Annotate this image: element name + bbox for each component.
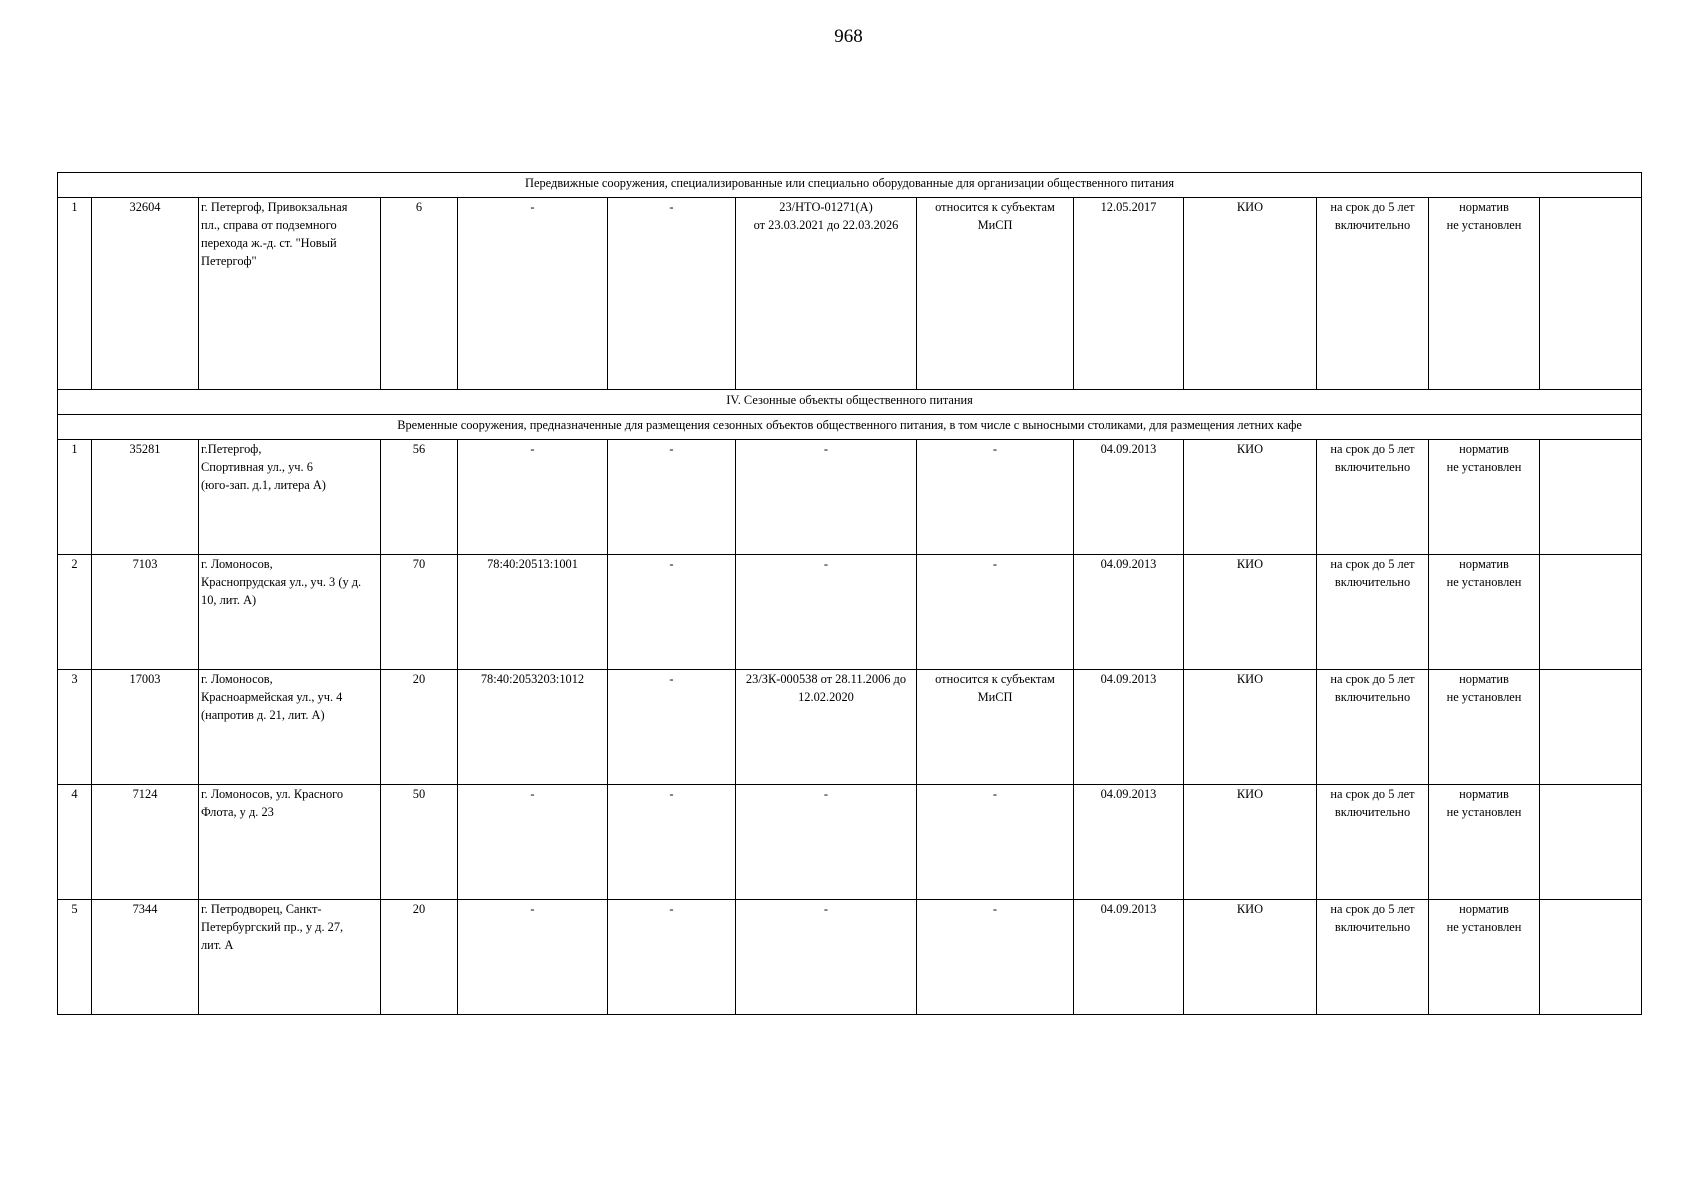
- term-cell: [1317, 555, 1429, 670]
- cell-text-line: Флота, у д. 23: [201, 804, 274, 819]
- cell-text-line: включительно: [1334, 459, 1411, 474]
- area-cell: 20: [381, 900, 458, 1015]
- term-cell: [1317, 198, 1429, 390]
- contract-cell: [736, 670, 917, 785]
- cell-text-line: г. Ломоносов,: [201, 557, 273, 571]
- table-row: [58, 555, 1642, 670]
- address-cell: [199, 670, 381, 785]
- cell-text-line: на срок до 5 лет: [1330, 557, 1415, 571]
- organization-cell: КИО: [1184, 555, 1317, 670]
- inclusion-date-cell: 04.09.2013: [1074, 555, 1184, 670]
- cell-text-line: норматив: [1459, 902, 1509, 916]
- cell-text-line: не установлен: [1446, 459, 1522, 474]
- cell-text-line: г. Петродворец, Санкт-: [201, 902, 322, 916]
- extra-cell: [1540, 440, 1642, 555]
- cell-text-line: от 23.03.2021 до 22.03.2026: [753, 217, 899, 232]
- cell-text-line: МиСП: [977, 689, 1013, 704]
- inclusion-date-cell: 04.09.2013: [1074, 785, 1184, 900]
- object-id-cell: 17003: [92, 670, 199, 785]
- cell-text-line: не установлен: [1446, 689, 1522, 704]
- cell-text-line: норматив: [1459, 557, 1509, 571]
- address-cell: [199, 555, 381, 670]
- inclusion-date-cell: 04.09.2013: [1074, 900, 1184, 1015]
- organization-cell: КИО: [1184, 198, 1317, 390]
- table-row: [58, 670, 1642, 785]
- cell-text-line: -: [823, 442, 829, 456]
- cell-text-line: г.Петергоф,: [201, 442, 262, 456]
- address-cell: [199, 198, 381, 390]
- area-cell: 50: [381, 785, 458, 900]
- cell-text-line: -: [823, 557, 829, 571]
- cell-text-line: г. Петергоф, Привокзальная: [201, 200, 348, 214]
- objects-table: [57, 172, 1642, 1015]
- cell-text-line: включительно: [1334, 804, 1411, 819]
- cell-text-line: не установлен: [1446, 217, 1522, 232]
- column-6-cell: -: [608, 555, 736, 670]
- row-number-cell: 5: [58, 900, 92, 1015]
- cadastral-number-cell: -: [458, 900, 608, 1015]
- object-id-cell: 32604: [92, 198, 199, 390]
- contract-cell: [736, 198, 917, 390]
- inclusion-date-cell: 12.05.2017: [1074, 198, 1184, 390]
- cell-text-line: норматив: [1459, 672, 1509, 686]
- area-cell: 70: [381, 555, 458, 670]
- extra-cell: [1540, 900, 1642, 1015]
- contract-cell: [736, 900, 917, 1015]
- cell-text-line: -: [992, 557, 998, 571]
- cell-text-line: на срок до 5 лет: [1330, 787, 1415, 801]
- organization-cell: КИО: [1184, 670, 1317, 785]
- cell-text-line: не установлен: [1446, 804, 1522, 819]
- cell-text-line: норматив: [1459, 442, 1509, 456]
- smb-status-cell: [917, 440, 1074, 555]
- cell-text-line: лит. А: [201, 937, 234, 952]
- column-6-cell: -: [608, 785, 736, 900]
- object-id-cell: 7103: [92, 555, 199, 670]
- table-row: [58, 900, 1642, 1015]
- cell-text-line: на срок до 5 лет: [1330, 442, 1415, 456]
- norm-cell: [1429, 900, 1540, 1015]
- table-row: [58, 785, 1642, 900]
- contract-cell: [736, 785, 917, 900]
- cell-text-line: -: [992, 787, 998, 801]
- cell-text-line: включительно: [1334, 689, 1411, 704]
- cell-text-line: относится к субъектам: [935, 200, 1055, 214]
- cell-text-line: г. Ломоносов, ул. Красного: [201, 787, 344, 801]
- cell-text-line: (юго-зап. д.1, литера А): [201, 477, 326, 492]
- cadastral-number-cell: -: [458, 198, 608, 390]
- cell-text-line: 23/НТО-01271(А): [779, 200, 873, 214]
- table-body: [58, 173, 1642, 1015]
- cell-text-line: норматив: [1459, 200, 1509, 214]
- cell-text-line: 23/ЗК-000538 от 28.11.2006 до: [745, 672, 907, 686]
- cadastral-number-cell: 78:40:20513:1001: [458, 555, 608, 670]
- extra-cell: [1540, 555, 1642, 670]
- cell-text-line: 12.02.2020: [798, 689, 854, 704]
- cell-text-line: Краснопрудская ул., уч. 3 (у д.: [201, 574, 362, 589]
- cell-text-line: включительно: [1334, 919, 1411, 934]
- cell-text-line: Красноармейская ул., уч. 4: [201, 689, 343, 704]
- smb-status-cell: [917, 555, 1074, 670]
- cadastral-number-cell: 78:40:2053203:1012: [458, 670, 608, 785]
- cell-text-line: Спортивная ул., уч. 6: [201, 459, 313, 474]
- column-6-cell: -: [608, 900, 736, 1015]
- cadastral-number-cell: -: [458, 440, 608, 555]
- object-id-cell: 7344: [92, 900, 199, 1015]
- cell-text-line: не установлен: [1446, 574, 1522, 589]
- cell-text-line: -: [823, 787, 829, 801]
- cell-text-line: -: [823, 902, 829, 916]
- object-id-cell: 7124: [92, 785, 199, 900]
- area-cell: 20: [381, 670, 458, 785]
- section-header: Временные сооружения, предназначенные для размещения сезонных объектов общественного питания, в том числе с выносными столиками, для размещения летних кафе: [58, 415, 1642, 440]
- organization-cell: КИО: [1184, 900, 1317, 1015]
- cell-text-line: на срок до 5 лет: [1330, 902, 1415, 916]
- cell-text-line: Петербургский пр., у д. 27,: [201, 919, 344, 934]
- section-header: Передвижные сооружения, специализированные или специально оборудованные для организации общественного питания: [58, 173, 1642, 198]
- row-number-cell: 1: [58, 440, 92, 555]
- contract-cell: [736, 440, 917, 555]
- cell-text-line: -: [992, 902, 998, 916]
- term-cell: [1317, 785, 1429, 900]
- table-row: [58, 198, 1642, 390]
- cell-text-line: г. Ломоносов,: [201, 672, 273, 686]
- cell-text-line: -: [992, 442, 998, 456]
- cell-text-line: 10, лит. А): [201, 592, 257, 607]
- cell-text-line: (напротив д. 21, лит. А): [201, 707, 325, 722]
- section-header-row: [58, 390, 1642, 415]
- page-number: 968: [834, 26, 863, 47]
- section-header: IV. Сезонные объекты общественного питания: [58, 390, 1642, 415]
- address-cell: [199, 785, 381, 900]
- area-cell: 6: [381, 198, 458, 390]
- cell-text-line: на срок до 5 лет: [1330, 200, 1415, 214]
- column-6-cell: -: [608, 440, 736, 555]
- contract-cell: [736, 555, 917, 670]
- norm-cell: [1429, 785, 1540, 900]
- address-cell: [199, 900, 381, 1015]
- cell-text-line: на срок до 5 лет: [1330, 672, 1415, 686]
- term-cell: [1317, 900, 1429, 1015]
- column-6-cell: -: [608, 670, 736, 785]
- term-cell: [1317, 440, 1429, 555]
- cell-text-line: норматив: [1459, 787, 1509, 801]
- smb-status-cell: [917, 670, 1074, 785]
- norm-cell: [1429, 670, 1540, 785]
- row-number-cell: 4: [58, 785, 92, 900]
- extra-cell: [1540, 670, 1642, 785]
- extra-cell: [1540, 785, 1642, 900]
- extra-cell: [1540, 198, 1642, 390]
- section-header-row: [58, 173, 1642, 198]
- inclusion-date-cell: 04.09.2013: [1074, 440, 1184, 555]
- row-number-cell: 1: [58, 198, 92, 390]
- table-row: [58, 440, 1642, 555]
- smb-status-cell: [917, 900, 1074, 1015]
- column-6-cell: -: [608, 198, 736, 390]
- cadastral-number-cell: -: [458, 785, 608, 900]
- norm-cell: [1429, 440, 1540, 555]
- term-cell: [1317, 670, 1429, 785]
- area-cell: 56: [381, 440, 458, 555]
- cell-text-line: Петергоф": [201, 253, 257, 268]
- inclusion-date-cell: 04.09.2013: [1074, 670, 1184, 785]
- row-number-cell: 3: [58, 670, 92, 785]
- smb-status-cell: [917, 785, 1074, 900]
- organization-cell: КИО: [1184, 440, 1317, 555]
- organization-cell: КИО: [1184, 785, 1317, 900]
- section-header-row: [58, 415, 1642, 440]
- cell-text-line: относится к субъектам: [935, 672, 1055, 686]
- cell-text-line: включительно: [1334, 217, 1411, 232]
- cell-text-line: пл., справа от подземного: [201, 217, 337, 232]
- norm-cell: [1429, 198, 1540, 390]
- object-id-cell: 35281: [92, 440, 199, 555]
- cell-text-line: МиСП: [977, 217, 1013, 232]
- cell-text-line: включительно: [1334, 574, 1411, 589]
- cell-text-line: перехода ж.-д. ст. "Новый: [201, 235, 337, 250]
- smb-status-cell: [917, 198, 1074, 390]
- address-cell: [199, 440, 381, 555]
- norm-cell: [1429, 555, 1540, 670]
- row-number-cell: 2: [58, 555, 92, 670]
- cell-text-line: не установлен: [1446, 919, 1522, 934]
